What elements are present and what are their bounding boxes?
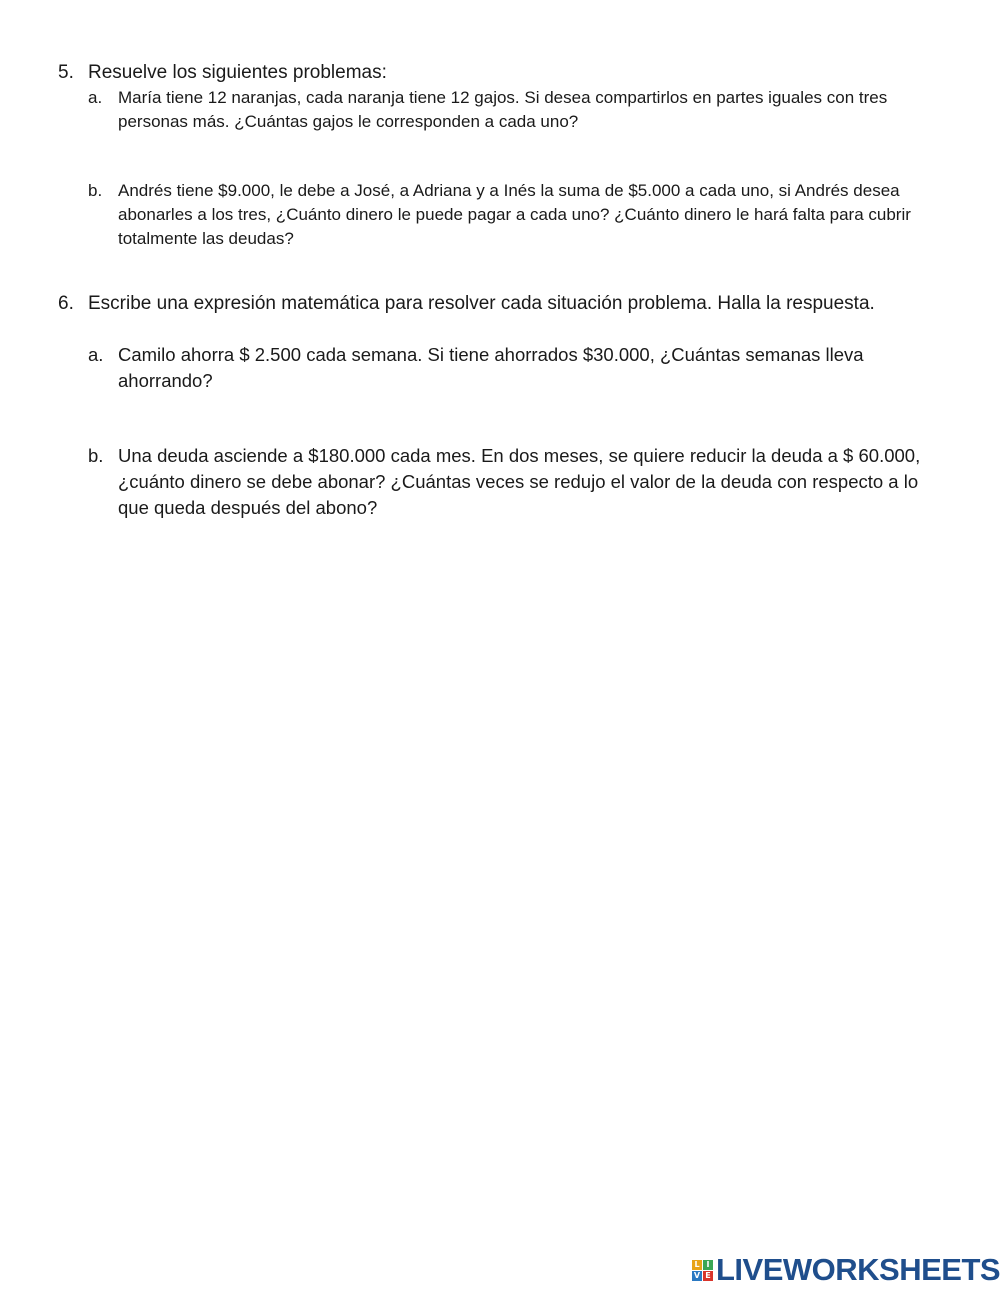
logo-text: LIVEWORKSHEETS xyxy=(716,1252,1000,1287)
item-letter: b. xyxy=(88,445,104,466)
logo-letter: V xyxy=(693,1270,701,1280)
item-letter: a. xyxy=(88,344,104,365)
item-text: Una deuda asciende a $180.000 cada mes. En dos meses, se quiere reducir la deuda a $ 60.000, ¿cuánto dinero se debe abonar? ¿Cuántas veces se redujo el valor de la deuda con respecto a lo que queda después del abono? xyxy=(118,445,921,518)
question-5-item-b xyxy=(88,179,938,251)
item-text: María tiene 12 naranjas, cada naranja tiene 12 gajos. Si desea compartirlos en partes iguales con tres personas más. ¿Cuántas gajos le corresponden a cada uno? xyxy=(118,88,888,131)
logo-letter: I xyxy=(703,1260,713,1270)
liveworksheets-logo xyxy=(692,1252,1000,1287)
question-6 xyxy=(58,292,958,316)
question-number: 5. xyxy=(58,62,74,83)
question-5 xyxy=(58,61,958,85)
question-title: Resuelve los siguientes problemas: xyxy=(88,62,387,83)
logo-icon xyxy=(692,1260,713,1281)
item-letter: a. xyxy=(88,88,103,107)
question-6-item-a xyxy=(88,342,938,394)
logo-letter: L xyxy=(692,1260,702,1270)
question-number: 6. xyxy=(58,293,74,314)
item-letter: b. xyxy=(88,181,103,200)
item-text: Andrés tiene $9.000, le debe a José, a Adriana y a Inés la suma de $5.000 a cada uno, si Andrés desea abonarles a los tres, ¿Cuánto dinero le puede pagar a cada uno? ¿Cuánto dinero le hará falta para cubrir totalmente las deudas? xyxy=(118,181,911,248)
item-text: Camilo ahorra $ 2.500 cada semana. Si tiene ahorrados $30.000, ¿Cuántas semanas lleva ahorrando? xyxy=(118,344,864,391)
question-title: Escribe una expresión matemática para resolver cada situación problema. Halla la respuesta. xyxy=(88,293,875,314)
question-5-item-a xyxy=(88,86,938,134)
question-6-item-b xyxy=(88,443,938,521)
logo-letter: E xyxy=(703,1271,713,1281)
